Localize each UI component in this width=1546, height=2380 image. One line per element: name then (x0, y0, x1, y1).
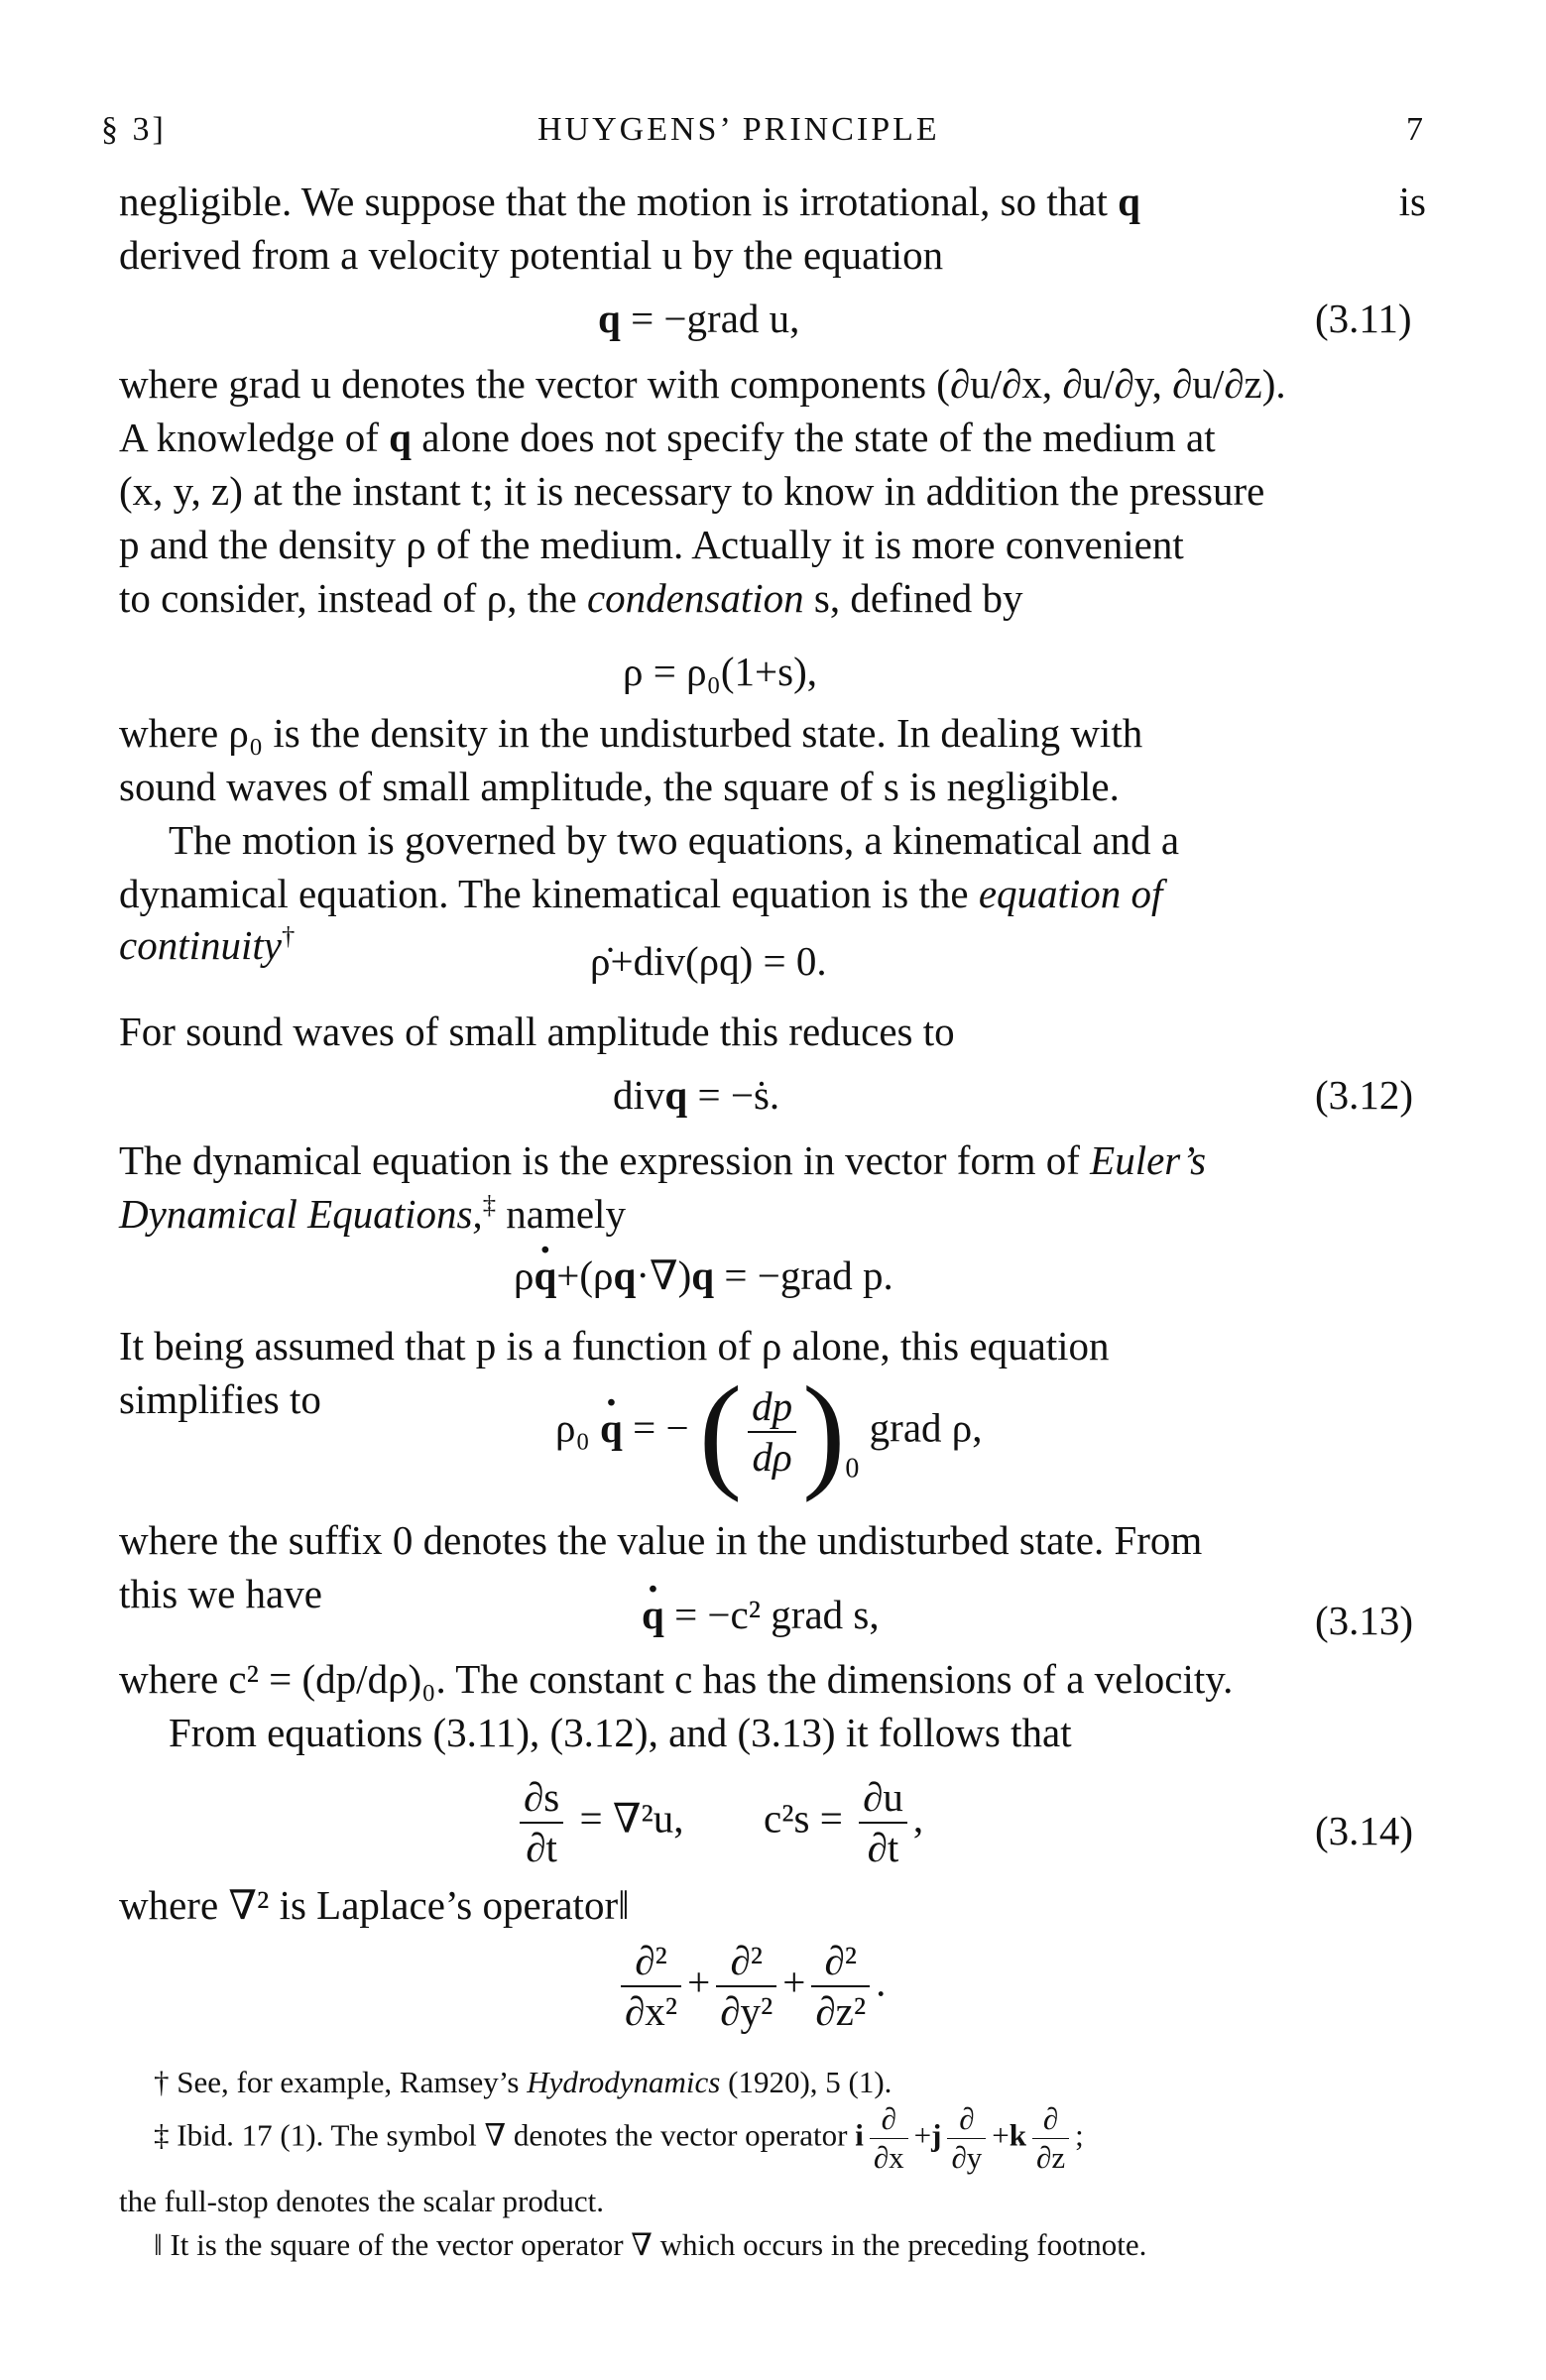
text: negligible. We suppose that the motion is irrotational, so that (119, 178, 1108, 224)
equation-number-3-14: (3.14) (1315, 1808, 1414, 1853)
para2-line3: (x, y, z) at the instant t; it is necessary to know in addition the pressure (119, 468, 1265, 514)
para1-line1 (119, 175, 1426, 228)
footnote-2-line2: the full-stop denotes the scalar product. (119, 2184, 604, 2218)
equation-laplace (615, 1939, 886, 2034)
term-equation-of: equation of (978, 871, 1163, 916)
numerator: ∂ (870, 2102, 908, 2139)
para5: For sound waves of small amplitude this reduces to (119, 1009, 955, 1054)
term-condensation: condensation (586, 575, 804, 621)
equation-3-13 (642, 1591, 880, 1638)
equation-rhs: = −grad u, (631, 296, 800, 341)
numerator: ∂² (716, 1939, 776, 1987)
plus-sign: + (782, 1959, 806, 2005)
text: = ∇²u, (579, 1795, 684, 1842)
text: = − (633, 1404, 689, 1451)
left-paren: ( (698, 1361, 743, 1504)
unit-vector-k: k (1009, 2117, 1027, 2153)
text: ‡ Ibid. 17 (1). The symbol ∇ denotes the vector operator (154, 2117, 848, 2153)
para7-line1: It being assumed that p is a function of ρ alone, this equation (119, 1323, 1110, 1368)
footnote-2: ‡ Ibid. 17 (1). The symbol ∇ denotes the vector operator i $\frac{\partial}{\partial x}$ +j $\frac{\partial}{\partial y}$ +k $\frac{\partial}{\partial z}$ ; (154, 2101, 1084, 2176)
text: s, defined by (813, 575, 1023, 621)
para3-line1: where ρ₀ is the density in the undisturbed state. In dealing with (119, 710, 1143, 756)
denominator: ∂x (873, 2140, 904, 2176)
section-marker: § 3] (101, 111, 167, 148)
term-eulers: Euler’s (1090, 1137, 1207, 1183)
vector-q: q (691, 1252, 715, 1298)
para3-line2: sound waves of small amplitude, the square of s is negligible. (119, 764, 1120, 809)
equation-number-3-13: (3.13) (1315, 1598, 1414, 1643)
vector-q: q (664, 1072, 688, 1118)
text: ρ (514, 1252, 535, 1298)
footnote-1 (154, 2063, 892, 2102)
equation-rhs: = −c² grad s, (674, 1592, 880, 1637)
text: grad ρ, (869, 1404, 983, 1451)
fraction-ds-dt (520, 1775, 563, 1870)
footnote-dagger: † (281, 920, 296, 951)
vector-q: q (613, 1252, 637, 1298)
vector-q-dot: · q (600, 1404, 623, 1452)
vector-q-dot: · q (642, 1591, 664, 1638)
text: alone does not specify the state of the medium at (421, 415, 1216, 460)
book-title: Hydrodynamics (527, 2065, 721, 2099)
text: div (613, 1072, 665, 1118)
equation-euler (514, 1251, 893, 1299)
denominator: ∂y² (720, 1988, 773, 2035)
equation-simplified (555, 1361, 983, 1504)
numerator: ∂ (1032, 2102, 1069, 2139)
para4-line3 (119, 918, 295, 972)
para1-line2: derived from a velocity potential u by the equation (119, 232, 944, 278)
equation-3-12 (613, 1071, 779, 1119)
term-continuity: continuity (119, 922, 282, 968)
para2-line5 (119, 571, 1023, 625)
text: namely (506, 1191, 626, 1237)
para2-line2 (119, 411, 1426, 464)
denominator: ∂z (1036, 2140, 1066, 2176)
equation-continuity: ρ̇+div(ρq) = 0. (590, 938, 827, 984)
equation-number-3-11: (3.11) (1315, 296, 1412, 341)
text: The dynamical equation is the expression in vector form of (119, 1137, 1080, 1183)
footnote-3: ‖ It is the square of the vector operator ∇ which occurs in the preceding footnote. (154, 2227, 1147, 2262)
text: (1920), 5 (1). (728, 2065, 892, 2099)
para8-line2: this we have (119, 1571, 322, 1616)
unit-vector-i: i (855, 2117, 864, 2153)
denominator: ∂y (951, 2140, 983, 2176)
fraction-d2-dx2 (621, 1939, 681, 2034)
denominator: ∂x² (625, 1988, 678, 2035)
term-dynamical-equations: Dynamical Equations, (119, 1191, 483, 1237)
equation-rhs: = −ṡ. (697, 1072, 780, 1118)
para7-line2: simplifies to (119, 1376, 321, 1422)
unit-vector-j: j (931, 2117, 942, 2153)
text: A knowledge of (119, 415, 379, 460)
para2-line1: where grad u denotes the vector with components (∂u/∂x, ∂u/∂y, ∂u/∂z). (119, 361, 1286, 407)
numerator: ∂² (811, 1939, 870, 1987)
para4-line2 (119, 867, 1162, 920)
vector-q: q (1118, 178, 1140, 224)
plus-sign: + (687, 1959, 711, 2005)
equation-3-14: $\frac{\partial s}{\partial t}$ = ∇²u, c²s = $\frac{\partial u}{\partial t}$ , (514, 1775, 923, 1870)
text: . (876, 1959, 887, 2005)
denominator: dρ (752, 1434, 792, 1481)
fraction-du-dt (859, 1775, 907, 1870)
numerator: ∂² (621, 1939, 681, 1987)
equation-number-3-12: (3.12) (1315, 1072, 1414, 1118)
equation-condensation: ρ = ρ₀(1+s), (623, 649, 817, 694)
running-title: HUYGENS’ PRINCIPLE (537, 111, 940, 148)
right-paren: ) (802, 1361, 846, 1504)
denominator: ∂t (867, 1825, 899, 1871)
vector-q-dot: · q (534, 1251, 556, 1299)
page-number: 7 (1406, 111, 1426, 148)
fraction-d2-dz2 (811, 1939, 870, 2034)
numerator: ∂s (520, 1775, 563, 1824)
text: to consider, instead of ρ, the (119, 575, 577, 621)
fraction-d-dy (947, 2102, 986, 2175)
numerator: dp (748, 1384, 796, 1433)
para9-line1: where c² = (dp/dρ)₀. The constant c has the dimensions of a velocity. (119, 1656, 1234, 1702)
para10: where ∇² is Laplace’s operator‖ (119, 1882, 630, 1928)
para2-line4: p and the density ρ of the medium. Actually it is more convenient (119, 522, 1184, 567)
text: c²s = (764, 1795, 843, 1842)
fraction-dp-drho (748, 1384, 796, 1480)
equation-rhs: = −grad p. (724, 1252, 893, 1298)
numerator: ∂u (859, 1775, 907, 1824)
footnote-double-dagger: ‡ (482, 1189, 497, 1220)
text: is (1398, 178, 1426, 224)
denominator: ∂t (526, 1825, 557, 1871)
para8-line1: where the suffix 0 denotes the value in the undisturbed state. From (119, 1517, 1203, 1563)
numerator: ∂ (947, 2102, 986, 2139)
equation-3-11 (598, 295, 799, 342)
fraction-d-dx (870, 2102, 908, 2175)
text: † See, for example, Ramsey’s (154, 2065, 520, 2099)
vector-q: q (598, 296, 621, 341)
para6-line1 (119, 1133, 1206, 1187)
fraction-d-dz (1032, 2102, 1069, 2175)
text: ; (1075, 2117, 1084, 2153)
denominator: ∂z² (815, 1988, 867, 2035)
vector-q: q (389, 415, 412, 460)
para9-line2: From equations (3.11), (3.12), and (3.13) it follows that (169, 1710, 1072, 1755)
fraction-d2-dy2 (716, 1939, 776, 2034)
subscript: 0 (845, 1453, 860, 1485)
text: ·∇) (636, 1252, 692, 1298)
text: ρ₀ (555, 1404, 590, 1451)
text: +(ρ (556, 1252, 614, 1298)
para4-line1: The motion is governed by two equations, a kinematical and a (169, 817, 1180, 863)
text: dynamical equation. The kinematical equation is the (119, 871, 969, 916)
